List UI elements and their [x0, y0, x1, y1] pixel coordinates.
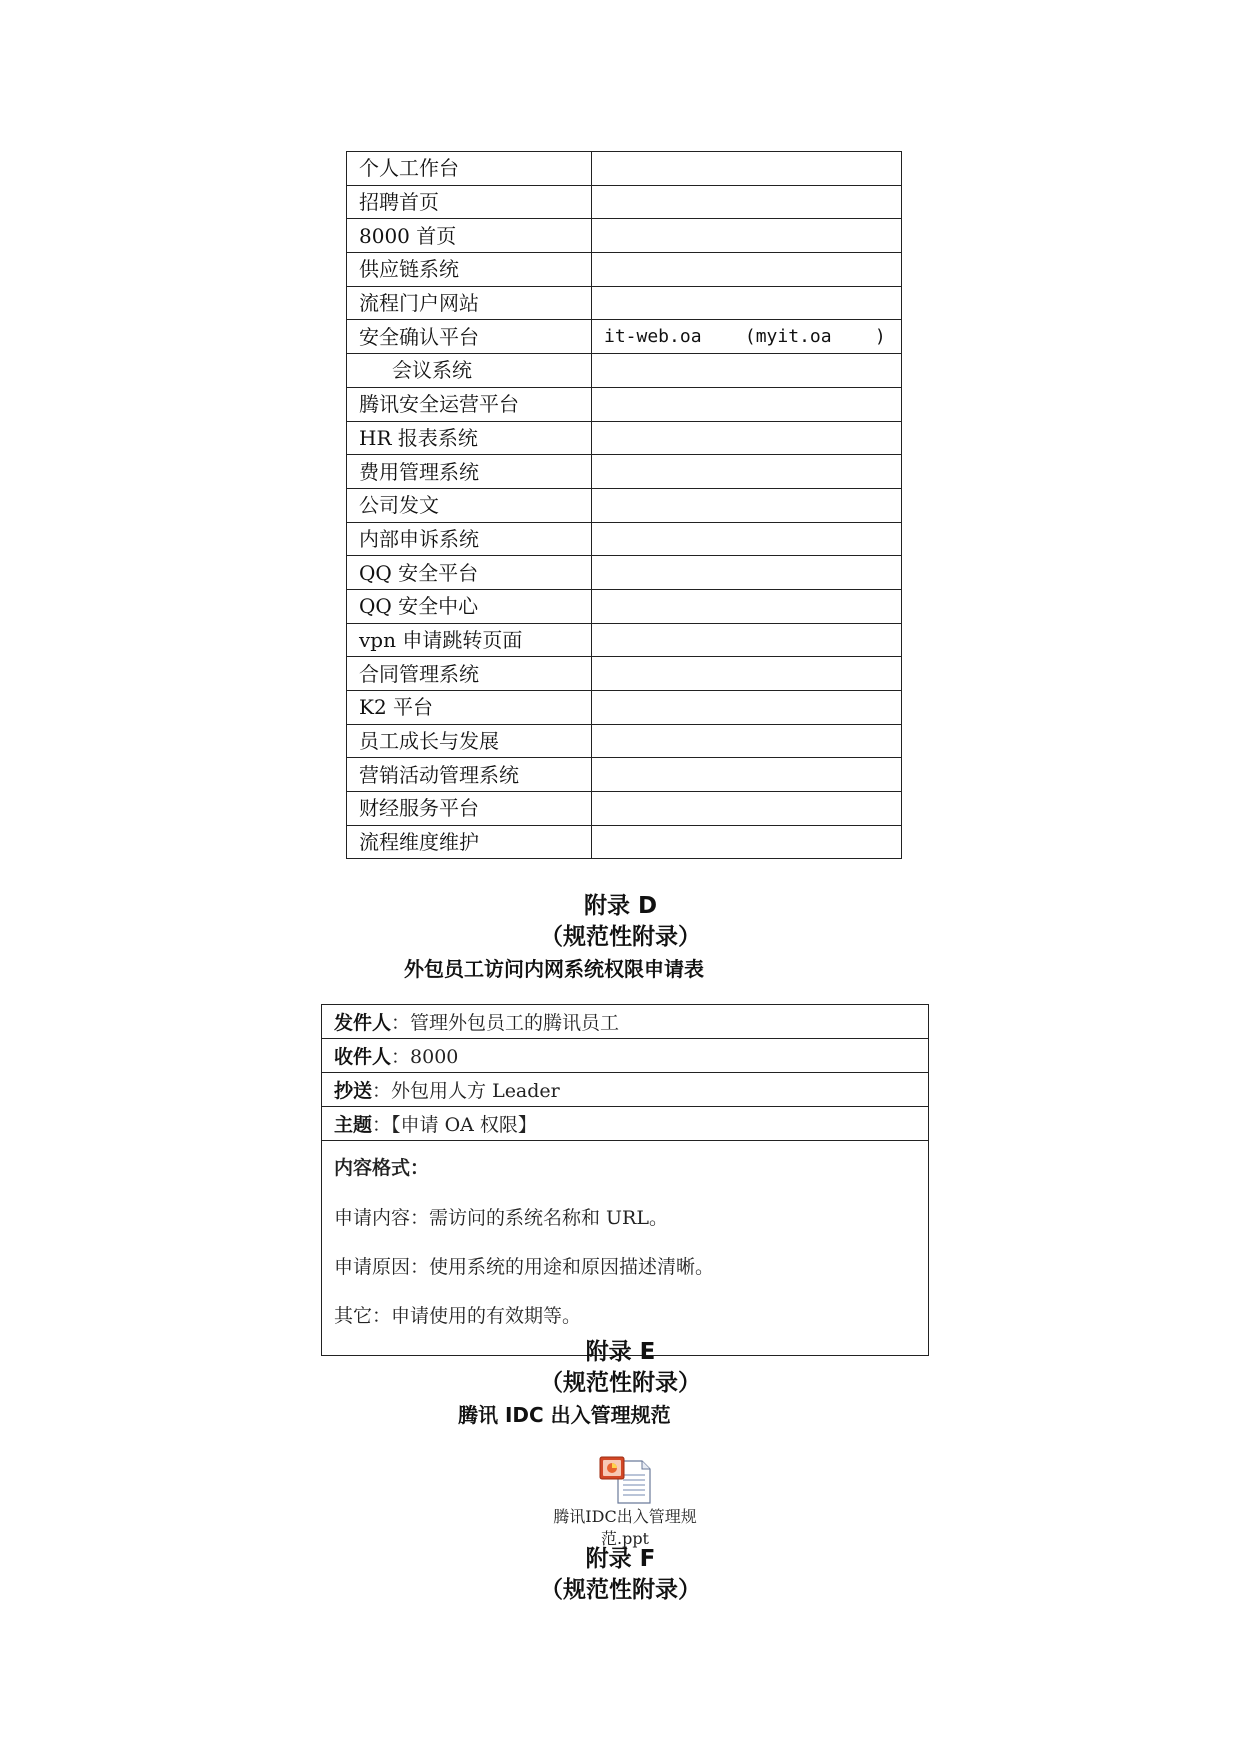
system-url-cell — [592, 286, 902, 320]
appendix-d-subtitle: 外包员工访问内网系统权限申请表 — [404, 957, 704, 981]
system-url-cell — [592, 455, 902, 489]
system-url-cell — [592, 185, 902, 219]
system-name-cell: 营销活动管理系统 — [347, 758, 592, 792]
system-name-cell: HR 报表系统 — [347, 421, 592, 455]
system-url-cell — [592, 488, 902, 522]
system-name-cell: 流程维度维护 — [347, 825, 592, 859]
table-row — [347, 152, 902, 186]
form-row-sender: 发件人：管理外包员工的腾讯员工 — [322, 1005, 929, 1039]
system-name-cell: 费用管理系统 — [347, 455, 592, 489]
system-name-cell: 员工成长与发展 — [347, 724, 592, 758]
system-url-cell — [592, 758, 902, 792]
appendix-f-type: （规范性附录） — [540, 1577, 701, 1603]
table-row — [347, 522, 902, 556]
appendix-f-title: 附录 F — [585, 1546, 656, 1572]
system-name-cell: QQ 安全平台 — [347, 556, 592, 590]
table-row — [347, 387, 902, 421]
system-name-cell: vpn 申请跳转页面 — [347, 623, 592, 657]
system-url-cell — [592, 589, 902, 623]
table-row — [347, 219, 902, 253]
attachment-filename-line2: 范.ppt — [600, 1529, 649, 1548]
system-name-cell: 会议系统 — [347, 354, 592, 388]
system-name-cell: 供应链系统 — [347, 253, 592, 287]
recipient-label: 收件人 — [334, 1046, 392, 1068]
table-row — [347, 286, 902, 320]
table-row — [347, 792, 902, 826]
system-name-cell: QQ 安全中心 — [347, 589, 592, 623]
appendix-e-type: （规范性附录） — [540, 1370, 701, 1396]
sender-value: 管理外包员工的腾讯员工 — [410, 1012, 620, 1034]
system-url-cell — [592, 825, 902, 859]
table-row — [347, 253, 902, 287]
system-url-cell — [592, 387, 902, 421]
subject-label: 主题 — [334, 1114, 373, 1136]
table-row — [347, 589, 902, 623]
system-url-cell — [592, 354, 902, 388]
system-url-cell — [592, 556, 902, 590]
attachment-filename-line1: 腾讯IDC出入管理规 — [553, 1507, 697, 1526]
content-cell — [322, 1141, 929, 1356]
recipient-value: 8000 — [410, 1046, 459, 1068]
system-name-cell: 内部申诉系统 — [347, 522, 592, 556]
systems-table — [346, 151, 902, 859]
system-name-cell: 个人工作台 — [347, 152, 592, 186]
powerpoint-file-icon — [598, 1455, 652, 1505]
system-name-cell: 腾讯安全运营平台 — [347, 387, 592, 421]
request-form-table — [321, 1004, 929, 1356]
table-row — [347, 488, 902, 522]
system-name-cell: 合同管理系统 — [347, 657, 592, 691]
table-row — [347, 724, 902, 758]
appendix-d-title: 附录 D — [583, 893, 658, 919]
system-name-cell: 安全确认平台 — [347, 320, 592, 354]
form-row-content — [322, 1141, 929, 1356]
content-line-other: 其它：申请使用的有效期等。 — [334, 1305, 582, 1327]
table-row — [347, 421, 902, 455]
ppt-attachment[interactable] — [530, 1455, 720, 1549]
appendix-d-type: （规范性附录） — [540, 924, 701, 950]
form-row-cc: 抄送：外包用人方 Leader — [322, 1073, 929, 1107]
system-url-cell — [592, 724, 902, 758]
system-url-cell — [592, 253, 902, 287]
system-url-cell — [592, 623, 902, 657]
system-name-cell: 公司发文 — [347, 488, 592, 522]
cc-label: 抄送 — [334, 1080, 373, 1102]
cc-value: 外包用人方 Leader — [391, 1080, 560, 1102]
sender-label: 发件人 — [334, 1012, 392, 1034]
table-row — [347, 320, 902, 354]
appendix-e-subtitle: 腾讯 IDC 出入管理规范 — [458, 1403, 671, 1427]
system-name-cell: 流程门户网站 — [347, 286, 592, 320]
table-row — [347, 758, 902, 792]
system-url-cell: it-web.oa (myit.oa ) — [592, 320, 902, 354]
table-row — [347, 825, 902, 859]
table-row — [347, 185, 902, 219]
table-row — [347, 657, 902, 691]
appendix-e-title: 附录 E — [585, 1339, 656, 1365]
system-name-cell: K2 平台 — [347, 691, 592, 725]
system-url-cell — [592, 657, 902, 691]
system-name-cell: 财经服务平台 — [347, 792, 592, 826]
table-row — [347, 455, 902, 489]
system-url-cell — [592, 522, 902, 556]
system-url-cell — [592, 219, 902, 253]
system-url-cell — [592, 691, 902, 725]
table-row — [347, 354, 902, 388]
subject-value: 【申请 OA 权限】 — [391, 1114, 537, 1136]
content-line-reason: 申请原因：使用系统的用途和原因描述清晰。 — [334, 1256, 715, 1278]
system-name-cell: 招聘首页 — [347, 185, 592, 219]
form-row-subject: 主题：【申请 OA 权限】 — [322, 1107, 929, 1141]
systems-table-body — [347, 152, 902, 859]
system-name-cell: 8000 首页 — [347, 219, 592, 253]
content-format-title: 内容格式： — [334, 1157, 430, 1179]
system-url-cell — [592, 792, 902, 826]
table-row — [347, 623, 902, 657]
system-url-cell — [592, 421, 902, 455]
table-row — [347, 691, 902, 725]
system-url-cell — [592, 152, 902, 186]
form-row-recipient: 收件人：8000 — [322, 1039, 929, 1073]
content-line-request: 申请内容：需访问的系统名称和 URL。 — [334, 1207, 668, 1229]
table-row — [347, 556, 902, 590]
